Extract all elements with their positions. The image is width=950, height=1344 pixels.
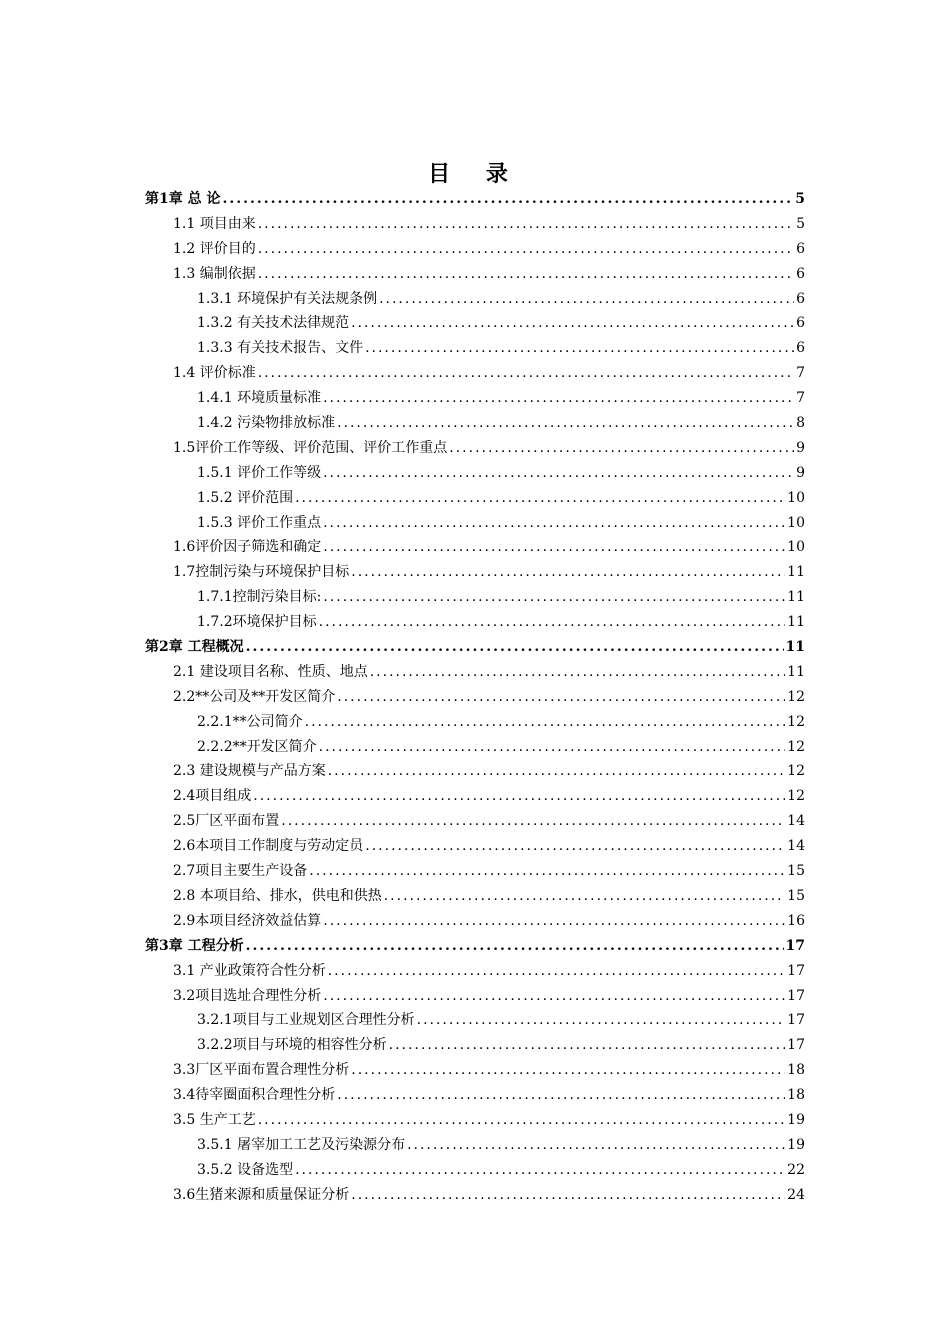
toc-leader-dots [246,635,784,660]
toc-entry-page: 17 [785,937,805,954]
toc-leader-dots [323,535,785,560]
toc-entry[interactable] [145,660,805,685]
toc-leader-dots [384,884,785,909]
toc-entry-label: 1.5评价工作等级、评价范围、评价工作重点 [173,439,448,456]
toc-entry[interactable] [145,560,805,585]
toc-entry[interactable] [145,1083,805,1108]
toc-entry-label: 2.8 本项目给、排水，供电和供热 [173,887,382,904]
toc-entry-page: 6 [796,290,805,307]
toc-entry-label: 第3章 工程分析 [145,937,244,954]
toc-entry-label: 1.7.1控制污染目标: [197,589,322,606]
toc-entry-label: 1.1 项目由来 [173,215,256,232]
toc-entry[interactable] [145,735,805,760]
toc-leader-dots [407,1133,785,1158]
toc-entry-label: 1.3.2 有关技术法律规范 [197,315,350,332]
toc-entry[interactable] [145,336,805,361]
toc-leader-dots [258,237,794,262]
toc-entry-label: 2.2.1**公司简介 [197,713,303,730]
toc-entry-page: 5 [796,215,805,232]
toc-entry[interactable] [145,809,805,834]
toc-entry[interactable] [145,1158,805,1183]
toc-leader-dots [258,262,794,287]
toc-entry[interactable] [145,212,805,237]
toc-entry[interactable] [145,461,805,486]
toc-entry[interactable] [145,287,805,312]
toc-leader-dots [365,834,785,859]
toc-leader-dots [223,187,794,212]
toc-entry[interactable] [145,187,805,212]
toc-entry-page: 16 [787,912,805,929]
toc-entry-label: 1.4 评价标准 [173,365,256,382]
toc-entry-label: 1.4.1 环境质量标准 [197,390,322,407]
toc-entry-label: 1.7.2环境保护目标 [197,614,317,631]
toc-leader-dots [258,1108,785,1133]
toc-entry-label: 3.5.2 设备选型 [197,1161,294,1178]
toc-entry[interactable] [145,859,805,884]
toc-entry-page: 17 [787,1037,805,1054]
toc-entry-label: 2.1 建设项目名称、性质、地点 [173,663,368,680]
toc-leader-dots [295,486,785,511]
toc-entry-label: 3.3厂区平面布置合理性分析 [173,1062,350,1079]
toc-leader-dots [246,934,784,959]
toc-entry-label: 2.4项目组成 [173,788,252,805]
toc-entry-page: 9 [796,439,805,456]
toc-entry[interactable] [145,1008,805,1033]
toc-entry-label: 2.5厂区平面布置 [173,813,280,830]
toc-entry[interactable] [145,585,805,610]
toc-leader-dots [309,859,785,884]
toc-leader-dots [295,1158,785,1183]
toc-entry-label: 第2章 工程概况 [145,639,244,656]
toc-entry[interactable] [145,635,805,660]
toc-entry[interactable] [145,311,805,336]
toc-entry[interactable] [145,909,805,934]
toc-leader-dots [351,560,785,585]
toc-leader-dots [319,610,786,635]
toc-entry-label: 1.5.2 评价范围 [197,489,294,506]
toc-entry[interactable] [145,685,805,710]
toc-entry-label: 1.5.1 评价工作等级 [197,464,322,481]
toc-leader-dots [281,809,785,834]
toc-entry-page: 19 [787,1136,805,1153]
toc-leader-dots [337,411,794,436]
toc-entry-page: 6 [796,240,805,257]
toc-entry[interactable] [145,834,805,859]
toc-leader-dots [351,311,794,336]
table-of-contents [145,187,805,1208]
toc-entry[interactable] [145,411,805,436]
toc-leader-dots [379,287,794,312]
toc-entry[interactable] [145,1133,805,1158]
toc-leader-dots [258,361,794,386]
toc-leader-dots [253,784,785,809]
toc-entry-page: 6 [796,315,805,332]
toc-entry-page: 17 [787,1012,805,1029]
toc-entry-page: 11 [787,564,805,581]
toc-leader-dots [337,1083,785,1108]
toc-entry-page: 5 [795,191,805,207]
toc-entry[interactable] [145,710,805,735]
toc-entry[interactable] [145,436,805,461]
toc-entry[interactable] [145,1058,805,1083]
toc-entry-label: 2.7项目主要生产设备 [173,863,308,880]
toc-entry-label: 3.5.1 屠宰加工工艺及污染源分布 [197,1136,406,1153]
toc-entry-page: 17 [787,962,805,979]
toc-entry-page: 10 [787,514,805,531]
toc-entry-page: 14 [787,838,805,855]
toc-entry[interactable] [145,1033,805,1058]
toc-entry-label: 1.2 评价目的 [173,240,256,257]
toc-entry-label: 1.3.3 有关技术报告、文件 [197,340,364,357]
toc-leader-dots [323,461,794,486]
toc-leader-dots [328,959,785,984]
toc-entry[interactable] [145,237,805,262]
toc-entry[interactable] [145,361,805,386]
toc-entry[interactable] [145,984,805,1009]
toc-entry-label: 2.9本项目经济效益估算 [173,912,322,929]
toc-entry-page: 9 [796,464,805,481]
toc-entry-page: 6 [796,340,805,357]
toc-entry-label: 第1章 总 论 [145,191,221,207]
toc-entry-label: 3.4待宰圈面积合理性分析 [173,1087,336,1104]
toc-entry-label: 2.3 建设规模与产品方案 [173,763,326,780]
toc-leader-dots [319,735,786,760]
toc-entry-page: 12 [787,763,805,780]
toc-leader-dots [323,984,785,1009]
page-title: 目 录 [428,161,522,187]
toc-entry-label: 3.5 生产工艺 [173,1111,256,1128]
toc-entry-label: 1.5.3 评价工作重点 [197,514,322,531]
toc-entry-page: 14 [787,813,805,830]
toc-entry[interactable] [145,511,805,536]
toc-entry-label: 1.4.2 污染物排放标准 [197,415,336,432]
toc-entry[interactable] [145,934,805,959]
toc-entry-page: 11 [785,639,805,656]
toc-entry[interactable] [145,262,805,287]
toc-entry-page: 12 [787,713,805,730]
toc-leader-dots [258,212,794,237]
toc-entry-page: 24 [787,1186,805,1203]
toc-entry-page: 10 [787,539,805,556]
toc-entry[interactable] [145,1108,805,1133]
toc-entry-label: 1.3 编制依据 [173,265,256,282]
toc-entry-page: 7 [796,365,805,382]
toc-entry-page: 10 [787,489,805,506]
toc-leader-dots [305,710,786,735]
toc-entry-label: 3.2.1项目与工业规划区合理性分析 [197,1012,415,1029]
toc-entry[interactable] [145,784,805,809]
toc-entry-label: 1.6评价因子筛选和确定 [173,539,322,556]
toc-entry-label: 3.2项目选址合理性分析 [173,987,322,1004]
toc-entry[interactable] [145,959,805,984]
toc-entry-page: 22 [787,1161,805,1178]
toc-entry[interactable] [145,386,805,411]
toc-entry-label: 1.3.1 环境保护有关法规条例 [197,290,378,307]
toc-entry-page: 11 [787,663,805,680]
toc-entry-page: 15 [787,863,805,880]
toc-leader-dots [323,386,794,411]
toc-entry-label: 2.2.2**开发区简介 [197,738,317,755]
toc-leader-dots [389,1033,786,1058]
toc-entry-page: 6 [796,265,805,282]
toc-entry-label: 2.6本项目工作制度与劳动定员 [173,838,364,855]
toc-leader-dots [323,585,785,610]
toc-leader-dots [337,685,785,710]
toc-leader-dots [449,436,794,461]
toc-leader-dots [370,660,785,685]
toc-entry-page: 7 [796,390,805,407]
toc-leader-dots [323,511,785,536]
toc-entry[interactable] [145,1183,805,1208]
toc-entry-label: 3.2.2项目与环境的相容性分析 [197,1037,387,1054]
toc-entry-page: 12 [787,688,805,705]
toc-leader-dots [365,336,794,361]
toc-leader-dots [323,909,785,934]
toc-leader-dots [328,759,785,784]
toc-entry-page: 19 [787,1111,805,1128]
toc-entry-page: 11 [787,614,805,631]
toc-leader-dots [351,1058,785,1083]
toc-entry[interactable] [145,884,805,909]
toc-entry-label: 2.2**公司及**开发区简介 [173,688,336,705]
toc-entry-page: 12 [787,738,805,755]
toc-entry-label: 1.7控制污染与环境保护目标 [173,564,350,581]
toc-entry-page: 15 [787,887,805,904]
toc-entry-page: 18 [787,1087,805,1104]
toc-entry-page: 18 [787,1062,805,1079]
toc-entry[interactable] [145,486,805,511]
toc-entry-page: 11 [787,589,805,606]
toc-entry-label: 3.1 产业政策符合性分析 [173,962,326,979]
toc-entry[interactable] [145,610,805,635]
toc-entry-page: 17 [787,987,805,1004]
toc-entry[interactable] [145,759,805,784]
toc-entry-label: 3.6生猪来源和质量保证分析 [173,1186,350,1203]
toc-leader-dots [351,1183,785,1208]
toc-entry[interactable] [145,535,805,560]
toc-entry-page: 8 [796,415,805,432]
toc-entry-page: 12 [787,788,805,805]
toc-leader-dots [417,1008,786,1033]
